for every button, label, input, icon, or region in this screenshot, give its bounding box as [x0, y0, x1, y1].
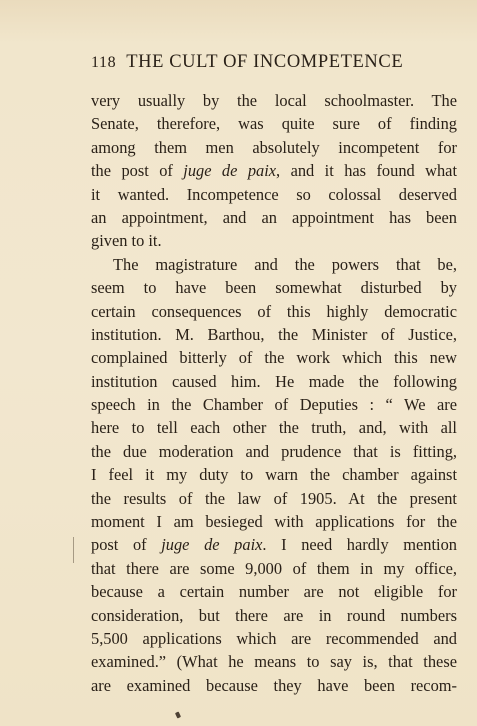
text-run: post of: [91, 535, 162, 555]
text-line: given to it.: [91, 231, 162, 251]
text-line: certain consequences of this highly democratic: [91, 301, 457, 321]
text-line: I feel it my duty to warn the chamber against: [91, 465, 457, 485]
italic-term: juge de paix: [161, 535, 263, 555]
text-line: consideration, but there are in round numbers: [91, 605, 457, 625]
text-line: [91, 533, 457, 556]
text-line: among them men absolutely incompetent for: [91, 137, 457, 157]
text-line: an appointment, and an appointment has been: [91, 207, 457, 227]
text-line: Senate, therefore, was quite sure of finding: [91, 114, 457, 134]
text-line: the results of the law of 1905. At the present: [91, 488, 457, 508]
ink-speck: [175, 711, 181, 718]
text-line: speech in the Chamber of Deputies : “ We are: [91, 395, 457, 415]
text-line: because a certain number are not eligible for: [91, 582, 457, 602]
text-line: here to tell each other the truth, and, with all: [91, 418, 457, 438]
text-line: that there are some 9,000 of them in my office,: [91, 558, 457, 578]
text-run: the post of: [91, 161, 184, 181]
italic-term: juge de paix: [183, 161, 277, 181]
text-line: complained bitterly of the work which this new: [91, 348, 457, 368]
text-line: the due moderation and prudence that is fitting,: [91, 441, 457, 461]
text-run: , and it has found what: [276, 161, 457, 181]
text-line: are examined because they have been recom-: [91, 675, 457, 695]
text-line: it wanted. Incompetence so colossal deserved: [91, 184, 457, 204]
text-line: moment I am besieged with applications for the: [91, 512, 457, 532]
text-line: institution caused him. He made the following: [91, 371, 457, 391]
text-line: very usually by the local schoolmaster. The: [91, 91, 457, 110]
text-line: The magistrature and the powers that be,: [113, 254, 457, 274]
running-head: [91, 52, 457, 80]
text-line: seem to have been somewhat disturbed by: [91, 278, 457, 298]
text-line: examined.” (What he means to say is, that these: [91, 652, 457, 672]
running-title: THE CULT OF INCOMPETENCE: [126, 52, 404, 72]
text-line: [91, 159, 457, 182]
page-number: 118: [91, 54, 117, 71]
margin-mark: [73, 537, 74, 563]
text-line: institution. M. Barthou, the Minister of Justice,: [91, 324, 457, 344]
body-text: [91, 89, 457, 697]
text-line: 5,500 applications which are recommended and: [91, 628, 457, 648]
text-run: . I need hardly mention: [262, 535, 457, 555]
